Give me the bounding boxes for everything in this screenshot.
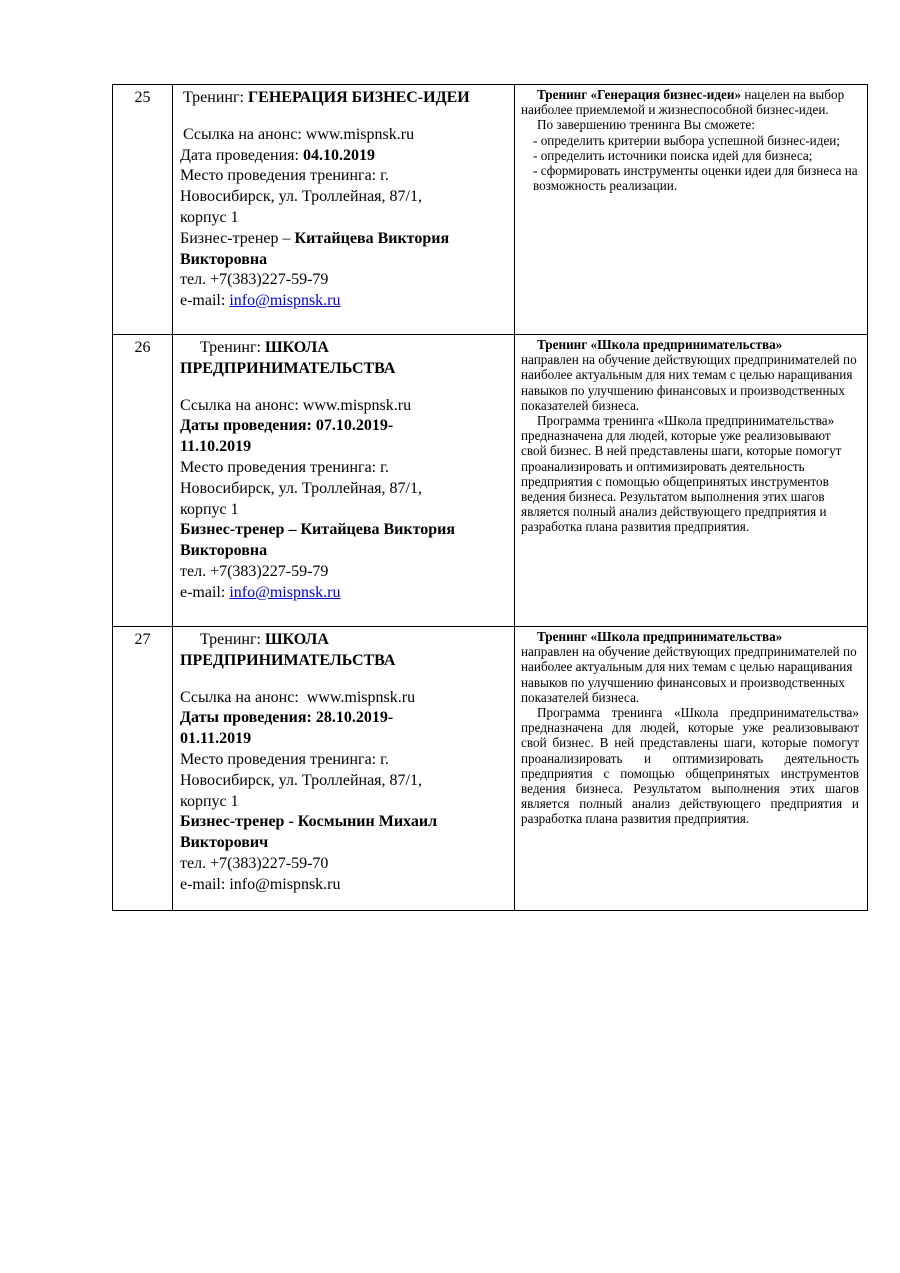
training-description	[515, 627, 868, 911]
description-paragraph: направлен на обучение действующих предпринимателей по наиболее актуальным для них темам с целью наращивания навыков по улучшению финансовых и производственных показателей бизнеса.	[521, 352, 857, 413]
row-number: 26	[113, 335, 173, 627]
description-title: Тренинг «Школа предпринимательства»	[537, 629, 783, 644]
description-item: - сформировать инструменты оценки идеи для бизнеса на возможность реализации.	[533, 163, 858, 194]
phone: тел. +7(383)227-59-70	[180, 854, 329, 872]
trainer: Бизнес-тренер – Китайцева Виктория Викторовна	[180, 521, 456, 560]
training-info	[173, 627, 515, 911]
trainer: Бизнес-тренер – Китайцева Виктория Викторовна	[180, 229, 450, 268]
email-link[interactable]: info@mispnsk.ru	[229, 583, 341, 601]
training-description	[515, 85, 868, 335]
training-date: Даты проведения: 28.10.2019- 01.11.2019	[180, 709, 394, 748]
training-place: Место проведения тренинга: г. Новосибирск, ул. Троллейная, 87/1, корпус 1	[180, 167, 422, 226]
table-row	[113, 335, 868, 627]
training-title-cont: ПРЕДПРИНИМАТЕЛЬСТВА	[180, 359, 396, 377]
description-intro: Тренинг «Генерация бизнес-идеи» нацелен на выбор наиболее приемлемой и жизнеспособной бизнес-идеи.	[521, 87, 845, 118]
trainer: Бизнес-тренер - Космынин Михаил Викторович	[180, 813, 438, 852]
email: e-mail: info@mispnsk.ru	[180, 292, 341, 310]
description-lead: По завершению тренинга Вы сможете:	[537, 117, 755, 133]
email: e-mail: info@mispnsk.ru	[180, 875, 341, 893]
training-title: Тренинг: ШКОЛА	[200, 631, 329, 648]
email-link[interactable]: info@mispnsk.ru	[229, 292, 341, 310]
description-item: - определить источники поиска идей для бизнеса;	[533, 147, 813, 163]
email-text: info@mispnsk.ru	[229, 875, 341, 893]
row-number: 25	[113, 85, 173, 335]
phone: тел. +7(383)227-59-79	[180, 271, 329, 289]
phone: тел. +7(383)227-59-79	[180, 562, 329, 580]
row-number: 27	[113, 627, 173, 911]
training-title-cont: ПРЕДПРИНИМАТЕЛЬСТВА	[180, 651, 396, 669]
announcement-link: Ссылка на анонс: www.mispnsk.ru	[180, 688, 416, 706]
table-row	[113, 85, 868, 335]
trainings-table	[112, 84, 868, 911]
training-place: Место проведения тренинга: г. Новосибирск, ул. Троллейная, 87/1, корпус 1	[180, 458, 422, 518]
description-paragraph: Программа тренинга «Школа предпринимательства» предназначена для людей, которые уже реализовывают свой бизнес. В ней представлены шаги, которые помогут проанализировать и оптимизировать деятельность предприятия с помощью общепринятых инструментов ведения бизнеса. Результатом выполнения этих шагов является полный анализ действующего предприятия и разработка плана развития предприятия.	[521, 705, 859, 827]
training-date: Даты проведения: 07.10.2019- 11.10.2019	[180, 417, 394, 456]
training-description	[515, 335, 868, 627]
training-place: Место проведения тренинга: г. Новосибирск, ул. Троллейная, 87/1, корпус 1	[180, 750, 422, 810]
announcement-link: Ссылка на анонс: www.mispnsk.ru	[183, 125, 415, 143]
table-row	[113, 627, 868, 911]
training-title: Тренинг: ШКОЛА	[200, 339, 329, 356]
training-info	[173, 85, 515, 335]
description-paragraph: Программа тренинга «Школа предпринимательства» предназначена для людей, которые уже реализовывают свой бизнес. В ней представлены шаги, которые помогут проанализировать и оптимизировать деятельность предприятия с помощью общепринятых инструментов ведения бизнеса. Результатом выполнения этих шагов является полный анализ действующего предприятия и разработка плана развития предприятия.	[521, 413, 842, 535]
description-item: - определить критерии выбора успешной бизнес-идеи;	[533, 132, 841, 148]
training-date: Дата проведения: 04.10.2019	[180, 146, 375, 164]
announcement-link: Ссылка на анонс: www.mispnsk.ru	[180, 396, 412, 414]
description-title: Тренинг «Школа предпринимательства»	[537, 337, 783, 352]
description-paragraph: направлен на обучение действующих предпринимателей по наиболее актуальным для них темам с целью наращивания навыков по улучшению финансовых и производственных показателей бизнеса.	[521, 644, 857, 705]
email: e-mail: info@mispnsk.ru	[180, 583, 341, 601]
training-info	[173, 335, 515, 627]
training-title: Тренинг: ГЕНЕРАЦИЯ БИЗНЕС-ИДЕИ	[183, 89, 470, 106]
